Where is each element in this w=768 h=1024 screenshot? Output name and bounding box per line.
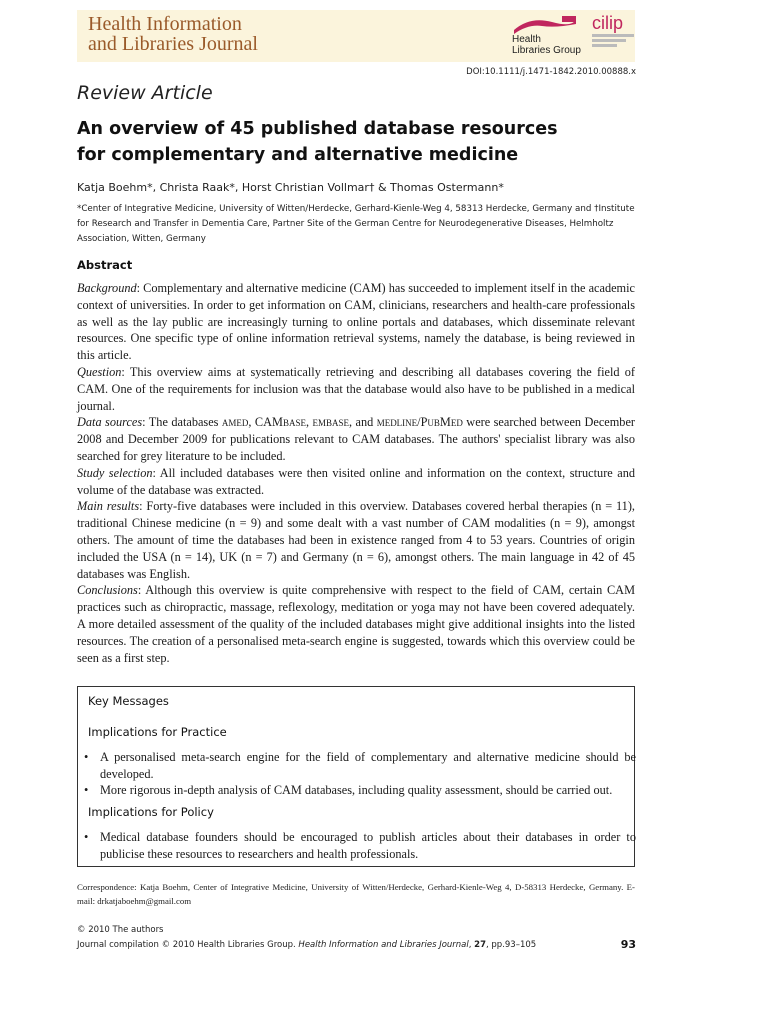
policy-item-1: Medical database founders should be encouraged to publish articles about their databases in order to publicise these resources to researchers and health professionals. bbox=[100, 830, 636, 861]
hlg-line2: Libraries Group bbox=[512, 45, 581, 56]
article-title-line1: An overview of 45 published database resources bbox=[77, 119, 558, 139]
policy-heading: Implications for Policy bbox=[88, 805, 214, 819]
hlg-logo bbox=[512, 16, 590, 58]
background-text: : Complementary and alternative medicine (CAM) has succeeded to implement itself in the academic context of universities. In order to get information on CAM, clinicians, researchers and health-care professionals as well as the lay public are increasingly turning to online portals and databases, which disseminate relevant resources. One specific type of online information retrieval systems, namely the database, is being reviewed in this article. bbox=[77, 281, 635, 363]
journal-title-line1: Health Information bbox=[88, 13, 242, 35]
abstract-body bbox=[77, 280, 635, 666]
copyright: © 2010 The authors bbox=[77, 925, 164, 935]
compilation-volume: 27 bbox=[474, 940, 486, 950]
hlg-wave-icon bbox=[512, 16, 578, 36]
article-type: Review Article bbox=[77, 82, 213, 104]
practice-list bbox=[84, 749, 636, 799]
cilip-subtext bbox=[592, 34, 634, 47]
practice-item-2: More rigorous in-depth analysis of CAM databases, including quality assessment, should be carried out. bbox=[100, 783, 613, 797]
data-sources-post: were searched between December 2008 and December 2009 for publications relevant to CAM databases. The authors' specialist library was also searched for grey literature to be included. bbox=[77, 415, 636, 463]
list-item bbox=[84, 782, 636, 799]
bullet-icon: • bbox=[84, 750, 89, 764]
hlg-line1: Health bbox=[512, 34, 541, 45]
compilation-pages: , pp.93–105 bbox=[486, 940, 537, 950]
abstract-question bbox=[77, 364, 635, 414]
conclusions-label: Conclusions bbox=[77, 583, 138, 598]
db-medline: medline/PubMed bbox=[376, 415, 463, 430]
key-messages-title: Key Messages bbox=[88, 694, 169, 708]
affiliation: *Center of Integrative Medicine, University of Witten/Herdecke, Gerhard-Kienle-Weg 4, 58313 Herdecke, Germany and †Institute for Research and Transfer in Dementia Care, Partner Site of the German Centre for Neurodegenerative Diseases, Helmholtz Association, Witten, Germany bbox=[77, 204, 635, 244]
data-sources-label: Data sources bbox=[77, 415, 143, 430]
list-item bbox=[84, 749, 636, 782]
background-label: Background bbox=[77, 281, 137, 295]
question-label: Question bbox=[77, 364, 122, 379]
bullet-icon: • bbox=[84, 783, 89, 797]
page-number: 93 bbox=[620, 938, 636, 951]
abstract-heading: Abstract bbox=[77, 258, 133, 272]
study-selection-label: Study selection bbox=[77, 465, 153, 480]
authors: Katja Boehm*, Christa Raak*, Horst Christian Vollmar† & Thomas Ostermann* bbox=[77, 181, 504, 194]
cilip-wordmark: cilip bbox=[592, 13, 624, 33]
abstract-main-results bbox=[77, 498, 635, 582]
study-selection-text: : All included databases were then visited online and information on the context, structure and volume of the database was extracted. bbox=[77, 465, 635, 497]
correspondence: Correspondence: Katja Boehm, Center of Integrative Medicine, University of Witten/Herdecke, Gerhard-Kienle-Weg 4, D-58313 Herdecke, Germany. E-mail: drkatjaboehm@gmail.com bbox=[77, 882, 635, 906]
cilip-logo bbox=[592, 14, 634, 58]
question-text: : This overview aims at systematically retrieving and describing all databases covering the field of CAM. One of the requirements for inclusion was that the database would also have to be published in a medical journal. bbox=[77, 364, 635, 413]
abstract-conclusions bbox=[77, 582, 635, 666]
db-cambase: CAMbase bbox=[254, 415, 306, 430]
compilation-journal: Health Information and Libraries Journal bbox=[298, 940, 469, 950]
list-item bbox=[84, 829, 636, 862]
db-embase: embase bbox=[312, 415, 349, 430]
main-results-label: Main results bbox=[77, 499, 140, 514]
compilation-pre: Journal compilation © 2010 Health Libraries Group. bbox=[77, 940, 299, 950]
journal-compilation bbox=[77, 940, 536, 950]
db-amed: amed bbox=[221, 415, 249, 430]
compilation-sep: , bbox=[468, 940, 475, 950]
journal-title-line2: and Libraries Journal bbox=[88, 33, 258, 55]
data-sources-pre: : The databases bbox=[142, 415, 222, 430]
key-messages-box bbox=[77, 686, 635, 867]
practice-item-1: A personalised meta-search engine for the field of complementary and alternative medicine should be developed. bbox=[100, 750, 636, 781]
main-results-text: : Forty-five databases were included in this overview. Databases covered herbal therapies (n = 11), traditional Chinese medicine (n = 9) and some dealt with a vast number of CAM modalities (n = 9), amongst others. The amount of time the databases had been in existence ranged from 4 to 53 years. Countries of origin included the USA (n = 14), UK (n = 7) and Germany (n = 6), amongst others. The main language in 42 of 45 databases was English. bbox=[77, 499, 635, 581]
abstract-background bbox=[77, 280, 635, 364]
article-title-line2: for complementary and alternative medicine bbox=[77, 145, 519, 165]
abstract-study-selection bbox=[77, 465, 635, 499]
conclusions-text: : Although this overview is quite comprehensive with respect to the field of CAM, certain CAM practices such as chiropractic, massage, reflexology, meditation or yoga may not have been covered adequately. A more detailed assessment of the quality of the included databases might give additional insights into the listed resources. The creation of a personalised meta-search engine is suggested, towards which this overview could be seen as a first step. bbox=[77, 583, 635, 665]
bullet-icon: • bbox=[84, 830, 89, 844]
abstract-data-sources: Data sources: The databases amed, CAMbase, embase, and medline/PubMed were searched between December 2008 and December 2009 for publications relevant to CAM databases. The authors' specialist library was also searched for grey literature to be included. bbox=[77, 415, 636, 463]
doi[interactable]: DOI:10.1111/j.1471-1842.2010.00888.x bbox=[466, 67, 636, 77]
article-title bbox=[77, 116, 637, 168]
practice-heading: Implications for Practice bbox=[88, 725, 227, 739]
journal-title bbox=[88, 14, 258, 54]
policy-list bbox=[84, 829, 636, 862]
